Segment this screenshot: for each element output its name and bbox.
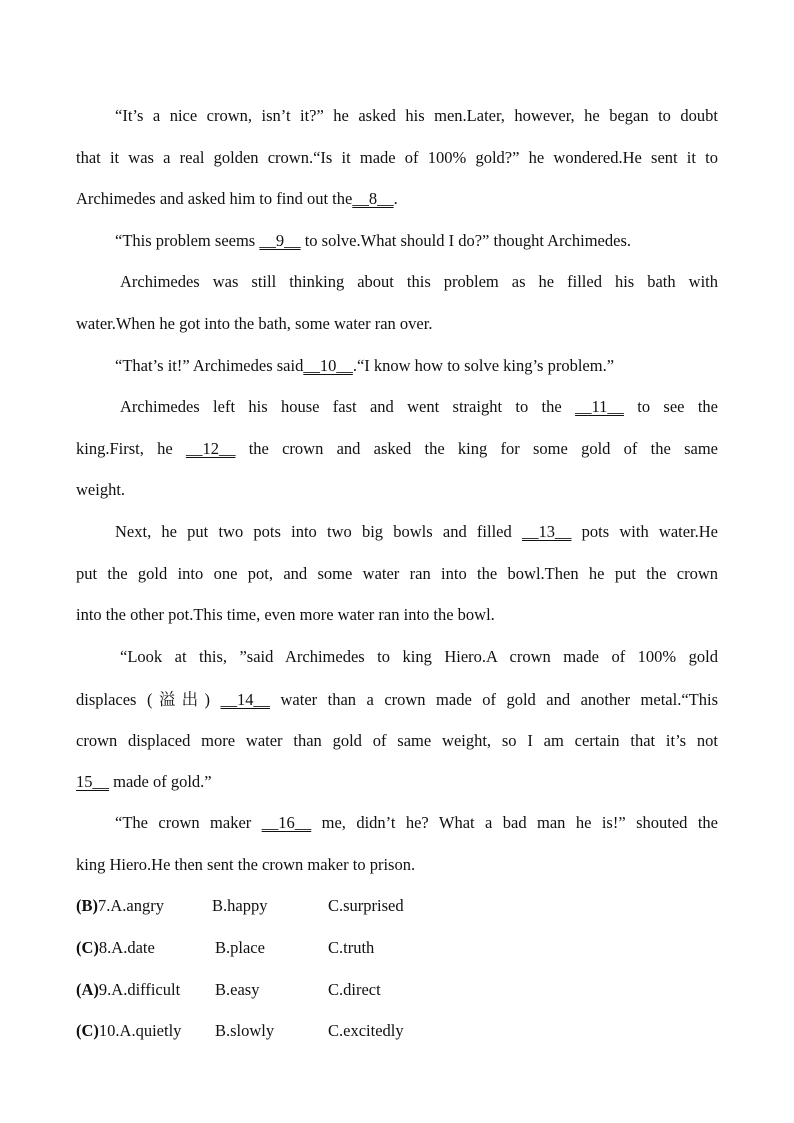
question-label <box>76 1019 181 1043</box>
paragraph-line: “It’s a nice crown, isn’t it?” he asked his men.Later, however, he began to doubt <box>115 106 718 125</box>
text-run: water than a crown made of gold and another metal.“This <box>270 690 718 709</box>
paragraph-line: Archimedes was still thinking about this problem as he filled his bath with <box>120 272 718 291</box>
question-label <box>76 894 164 918</box>
option-a: A.quietly <box>119 1021 182 1040</box>
paragraph-line <box>115 520 718 544</box>
blank-14: __14__ <box>220 690 271 709</box>
option-b: B.easy <box>215 980 260 999</box>
paragraph-line: crown displaced more water than gold of same weight, so I am certain that it’s not <box>76 731 718 750</box>
text-run: “This problem seems <box>115 231 260 250</box>
paragraph-line <box>115 229 718 253</box>
blank-16: __16__ <box>261 813 312 832</box>
option-b: B.slowly <box>215 1021 275 1040</box>
text-run: Archimedes left his house fast and went straight to the <box>120 397 576 416</box>
paragraph-line <box>115 811 718 835</box>
paragraph-line <box>76 770 718 794</box>
question-number: 10. <box>98 1021 120 1040</box>
text-run: king.First, he <box>76 439 186 458</box>
option-a: A.difficult <box>111 980 181 999</box>
paragraph-line: into the other pot.This time, even more water ran into the bowl. <box>76 605 495 624</box>
question-number: 9. <box>98 980 112 999</box>
answer-key: (A) <box>76 980 99 999</box>
question-label <box>76 978 180 1002</box>
paragraph-line <box>76 187 718 211</box>
paragraph-line: king Hiero.He then sent the crown maker to prison. <box>76 855 416 874</box>
paragraph-line: put the gold into one pot, and some water ran into the bowl.Then he put the crown <box>76 564 718 583</box>
text-run: displaces (溢出) <box>76 690 221 709</box>
question-number: 7. <box>98 896 111 915</box>
paragraph-line <box>120 395 718 419</box>
text-run: .“I know how to solve king’s problem.” <box>352 356 615 375</box>
paragraph-line: that it was a real golden crown.“Is it made of 100% gold?” he wondered.He sent it to <box>76 148 718 167</box>
paragraph-line <box>115 354 718 378</box>
text-run: me, didn’t he? What a bad man he is!” shouted the <box>311 813 718 832</box>
blank-8: __8__ <box>352 189 394 208</box>
option-b: B.place <box>215 938 265 957</box>
blank-12: __12__ <box>185 439 236 458</box>
option-b: B.happy <box>212 896 268 915</box>
paragraph-line <box>76 688 718 712</box>
text-run: to solve.What should I do?” thought Archimedes. <box>300 231 631 250</box>
paragraph-line: weight. <box>76 480 126 499</box>
blank-11: __11__ <box>575 397 624 416</box>
option-c: C.direct <box>328 980 381 999</box>
text-run: . <box>393 189 398 208</box>
paragraph-line <box>76 437 718 461</box>
text-run: the crown and asked the king for some gold of the same <box>235 439 719 458</box>
text-run: “The crown maker <box>115 813 262 832</box>
option-c: C.truth <box>328 938 375 957</box>
question-label <box>76 936 155 960</box>
question-number: 8. <box>98 938 112 957</box>
paragraph-line: water.When he got into the bath, some water ran over. <box>76 314 433 333</box>
blank-13: __13__ <box>521 522 572 541</box>
option-a: A.angry <box>110 896 164 915</box>
blank-10: __10__ <box>303 356 353 375</box>
text-run: Next, he put two pots into two big bowls and filled <box>115 522 522 541</box>
option-c: C.surprised <box>328 896 404 915</box>
blank-15: 15__ <box>76 772 109 791</box>
paragraph-line: “Look at this, ”said Archimedes to king Hiero.A crown made of 100% gold <box>120 647 718 666</box>
answer-key: (B) <box>76 896 98 915</box>
text-run: pots with water.He <box>571 522 719 541</box>
text-run: “That’s it!” Archimedes said <box>115 356 304 375</box>
text-run: made of gold.” <box>109 772 212 791</box>
text-run: Archimedes and asked him to find out the <box>76 189 353 208</box>
answer-key: (C) <box>76 1021 99 1040</box>
answer-key: (C) <box>76 938 99 957</box>
blank-9: __9__ <box>259 231 301 250</box>
option-a: A.date <box>111 938 155 957</box>
text-run: to see the <box>623 397 718 416</box>
option-c: C.excitedly <box>328 1021 404 1040</box>
